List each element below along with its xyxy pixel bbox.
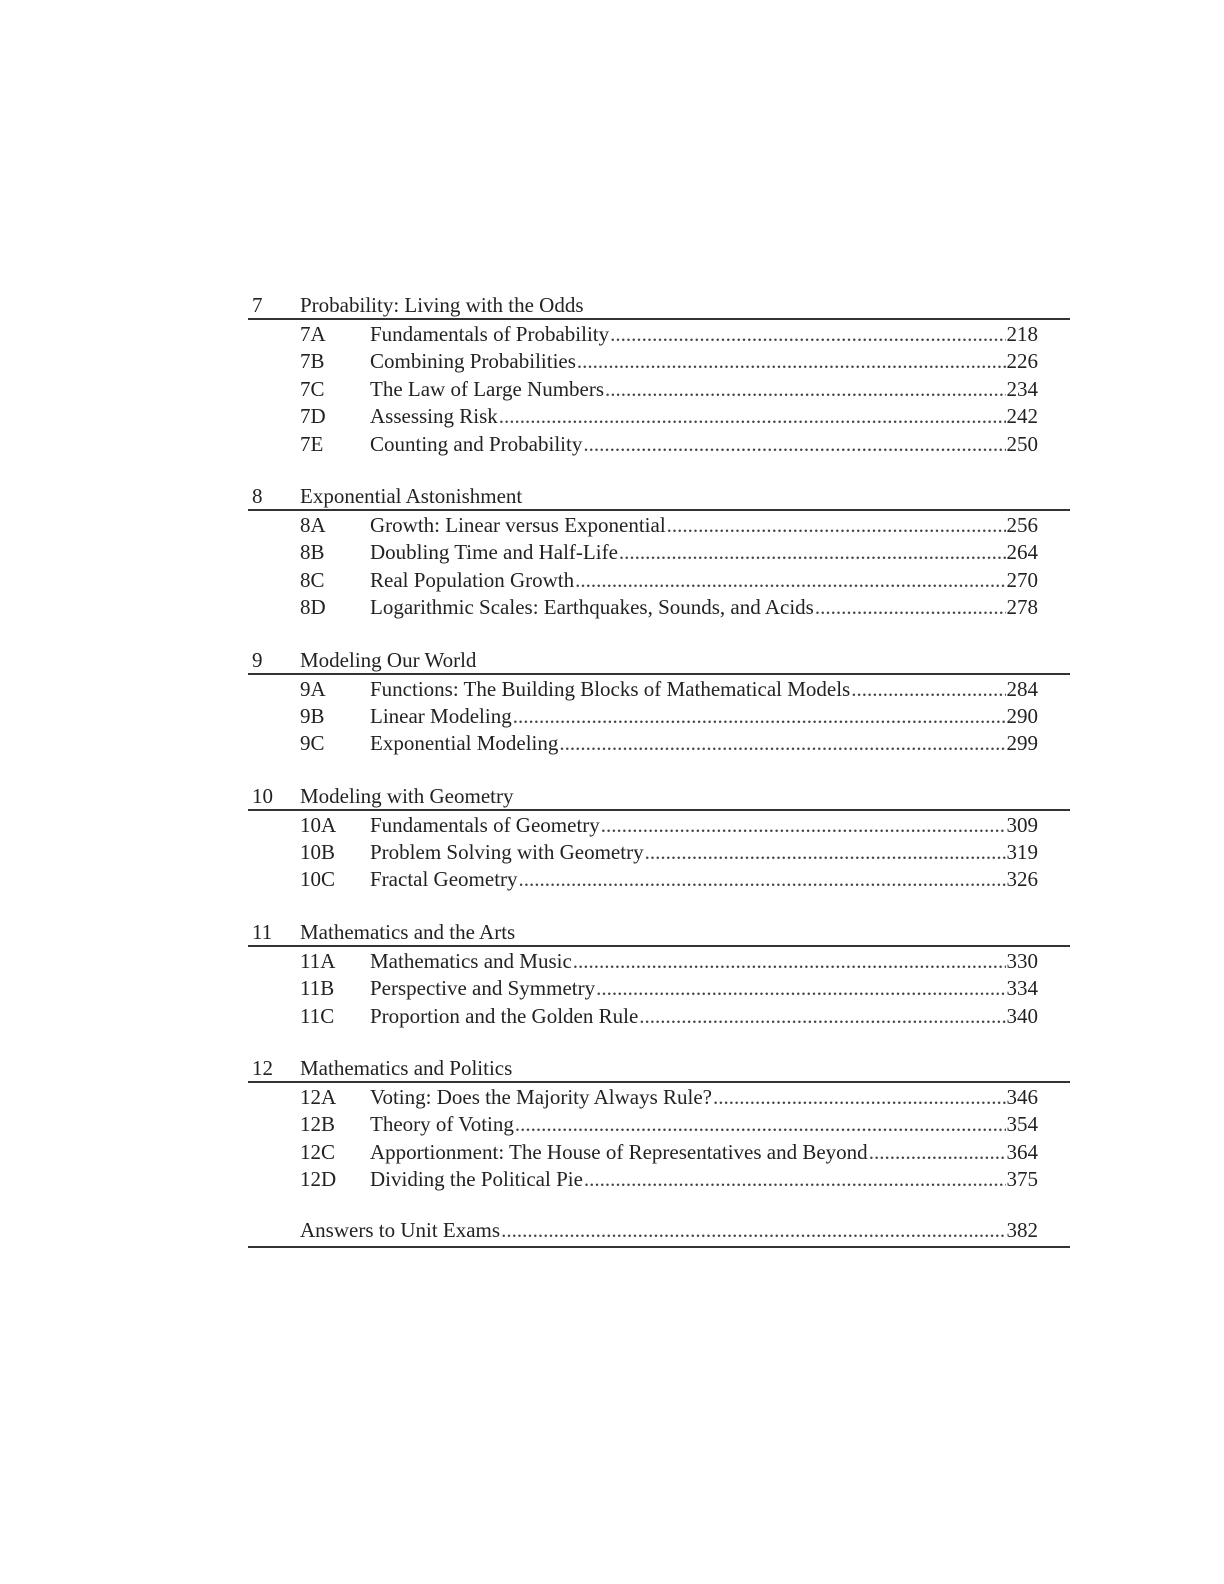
section-code: 7A: [300, 322, 326, 346]
section-page-number: 284: [1006, 676, 1038, 701]
section-row[interactable]: [300, 348, 1038, 375]
chapter-block: [248, 781, 1070, 894]
section-row[interactable]: [300, 567, 1038, 594]
chapter-heading[interactable]: [248, 781, 1070, 811]
section-row[interactable]: [300, 948, 1038, 975]
section-code: 10A: [300, 812, 337, 837]
section-title: Linear Modeling: [370, 703, 512, 728]
dot-leader: [519, 866, 1006, 893]
section-title: Assessing Risk: [370, 404, 498, 429]
section-code: 12A: [300, 1085, 337, 1110]
chapter-block: [248, 481, 1070, 622]
chapter-block: [248, 1053, 1070, 1194]
section-title: Fundamentals of Geometry: [370, 812, 600, 837]
section-code: 9C: [300, 731, 325, 756]
chapter-title: Probability: Living with the Odds: [300, 293, 584, 317]
chapter-number: 7: [252, 293, 263, 317]
dot-leader: [501, 1217, 1005, 1244]
dot-leader: [601, 812, 1006, 839]
section-title: Growth: Linear versus Exponential: [370, 512, 666, 537]
section-title: Dividing the Political Pie: [370, 1167, 583, 1192]
section-code: 8B: [300, 540, 325, 565]
section-row[interactable]: [300, 703, 1038, 730]
chapter-title: Mathematics and Politics: [300, 1056, 513, 1081]
dot-leader: [639, 1003, 1005, 1030]
dot-leader: [513, 703, 1006, 730]
chapter-block: [248, 917, 1070, 1030]
section-page-number: 264: [1006, 540, 1038, 565]
section-page-number: 375: [1006, 1167, 1038, 1192]
section-title: Combining Probabilities: [370, 349, 576, 374]
section-row[interactable]: [300, 403, 1038, 430]
section-page-number: 346: [1006, 1085, 1038, 1110]
section-code: 9B: [300, 703, 325, 728]
section-page-number: 256: [1006, 512, 1038, 537]
section-code: 9A: [300, 676, 326, 701]
section-code: 7C: [300, 376, 325, 401]
dot-leader: [584, 1166, 1006, 1193]
section-page-number: 290: [1006, 703, 1038, 728]
section-code: 7B: [300, 349, 325, 374]
section-row[interactable]: [300, 1084, 1038, 1111]
section-title: Functions: The Building Blocks of Mathematical Models: [370, 676, 851, 701]
answers-entry[interactable]: [248, 1217, 1070, 1248]
dot-leader: [869, 1139, 1006, 1166]
dot-leader: [596, 975, 1005, 1002]
dot-leader: [713, 1084, 1006, 1111]
dot-leader: [577, 348, 1006, 375]
chapter-title: Modeling Our World: [300, 647, 477, 672]
section-title: Logarithmic Scales: Earthquakes, Sounds, and Acids: [370, 595, 814, 620]
chapter-heading[interactable]: [248, 481, 1070, 511]
section-row[interactable]: [300, 431, 1038, 458]
section-row[interactable]: [300, 321, 1038, 348]
section-code: 12B: [300, 1112, 336, 1137]
section-page-number: 354: [1006, 1112, 1038, 1137]
section-row[interactable]: [300, 376, 1038, 403]
chapter-heading[interactable]: [248, 917, 1070, 947]
section-title: Fractal Geometry: [370, 867, 518, 892]
chapter-block: [248, 290, 1070, 458]
section-row[interactable]: [300, 839, 1038, 866]
section-page-number: 364: [1006, 1139, 1038, 1164]
table-of-contents: [248, 290, 1070, 1248]
section-title: Problem Solving with Geometry: [370, 840, 644, 865]
chapter-number: 11: [252, 919, 273, 944]
answers-page: 382: [1006, 1217, 1038, 1242]
section-row[interactable]: [300, 539, 1038, 566]
chapter-block: [248, 645, 1070, 758]
section-title: Mathematics and Music: [370, 948, 572, 973]
dot-leader: [583, 431, 1005, 458]
section-title: Counting and Probability: [370, 431, 583, 456]
section-title: Fundamentals of Probability: [370, 322, 610, 346]
section-title: Apportionment: The House of Representatives and Beyond: [370, 1139, 868, 1164]
chapter-heading[interactable]: [248, 645, 1070, 675]
section-list: [300, 811, 1070, 894]
section-code: 7D: [300, 404, 326, 429]
section-title: Theory of Voting: [370, 1112, 514, 1137]
chapter-number: 8: [252, 483, 263, 508]
section-list: [300, 675, 1070, 758]
section-list: [300, 320, 1070, 458]
dot-leader: [815, 594, 1006, 621]
dot-leader: [575, 567, 1005, 594]
section-title: Exponential Modeling: [370, 731, 559, 756]
section-list: [300, 947, 1070, 1030]
section-page-number: 309: [1006, 812, 1038, 837]
dot-leader: [610, 321, 1005, 348]
section-page-number: 226: [1006, 349, 1038, 374]
section-code: 8A: [300, 512, 326, 537]
chapter-heading[interactable]: [248, 1053, 1070, 1083]
section-code: 8D: [300, 595, 326, 620]
section-title: Perspective and Symmetry: [370, 976, 596, 1001]
section-page-number: 334: [1006, 976, 1038, 1001]
dot-leader: [605, 376, 1005, 403]
section-code: 11B: [300, 976, 335, 1001]
section-page-number: 326: [1006, 867, 1038, 892]
dot-leader: [645, 839, 1006, 866]
dot-leader: [667, 512, 1006, 539]
section-code: 10C: [300, 867, 336, 892]
section-row[interactable]: [300, 730, 1038, 757]
dot-leader: [851, 676, 1005, 703]
section-title: Proportion and the Golden Rule: [370, 1003, 639, 1028]
section-page-number: 234: [1006, 376, 1038, 401]
section-code: 12C: [300, 1139, 336, 1164]
section-row[interactable]: [300, 594, 1038, 621]
chapter-number: 9: [252, 647, 263, 672]
section-title: Voting: Does the Majority Always Rule?: [370, 1085, 712, 1110]
section-code: 7E: [300, 431, 324, 456]
section-page-number: 250: [1006, 431, 1038, 456]
section-page-number: 299: [1006, 731, 1038, 756]
section-code: 11C: [300, 1003, 335, 1028]
section-title: The Law of Large Numbers: [370, 376, 605, 401]
chapter-title: Mathematics and the Arts: [300, 919, 516, 944]
section-list: [300, 511, 1070, 622]
section-row[interactable]: [300, 512, 1038, 539]
section-page-number: 330: [1006, 948, 1038, 973]
answers-title: Answers to Unit Exams: [300, 1217, 501, 1242]
section-page-number: 242: [1006, 404, 1038, 429]
section-page-number: 278: [1006, 595, 1038, 620]
dot-leader: [515, 1111, 1006, 1138]
chapter-title: Exponential Astonishment: [300, 483, 523, 508]
dot-leader: [559, 730, 1005, 757]
section-code: 8C: [300, 567, 325, 592]
section-page-number: 270: [1006, 567, 1038, 592]
section-row[interactable]: [300, 1139, 1038, 1166]
section-row[interactable]: [300, 676, 1038, 703]
section-row[interactable]: [300, 812, 1038, 839]
section-list: [300, 1083, 1070, 1194]
section-code: 10B: [300, 840, 336, 865]
section-title: Doubling Time and Half-Life: [370, 540, 618, 565]
section-row[interactable]: [300, 1166, 1038, 1193]
section-row[interactable]: [300, 866, 1038, 893]
section-row[interactable]: [300, 1003, 1038, 1030]
section-title: Real Population Growth: [370, 567, 575, 592]
section-page-number: 340: [1006, 1003, 1038, 1028]
chapter-list: [248, 290, 1070, 1194]
chapter-number: 10: [252, 783, 273, 808]
section-page-number: 218: [1006, 322, 1038, 346]
section-row[interactable]: [300, 975, 1038, 1002]
answers-row[interactable]: [300, 1217, 1038, 1244]
dot-leader: [499, 403, 1006, 430]
section-code: 11A: [300, 948, 336, 973]
chapter-number: 12: [252, 1056, 273, 1081]
chapter-heading[interactable]: [248, 290, 1070, 320]
section-code: 12D: [300, 1167, 337, 1192]
chapter-title: Modeling with Geometry: [300, 783, 514, 808]
section-page-number: 319: [1006, 840, 1038, 865]
section-row[interactable]: [300, 1111, 1038, 1138]
dot-leader: [573, 948, 1006, 975]
dot-leader: [619, 539, 1006, 566]
